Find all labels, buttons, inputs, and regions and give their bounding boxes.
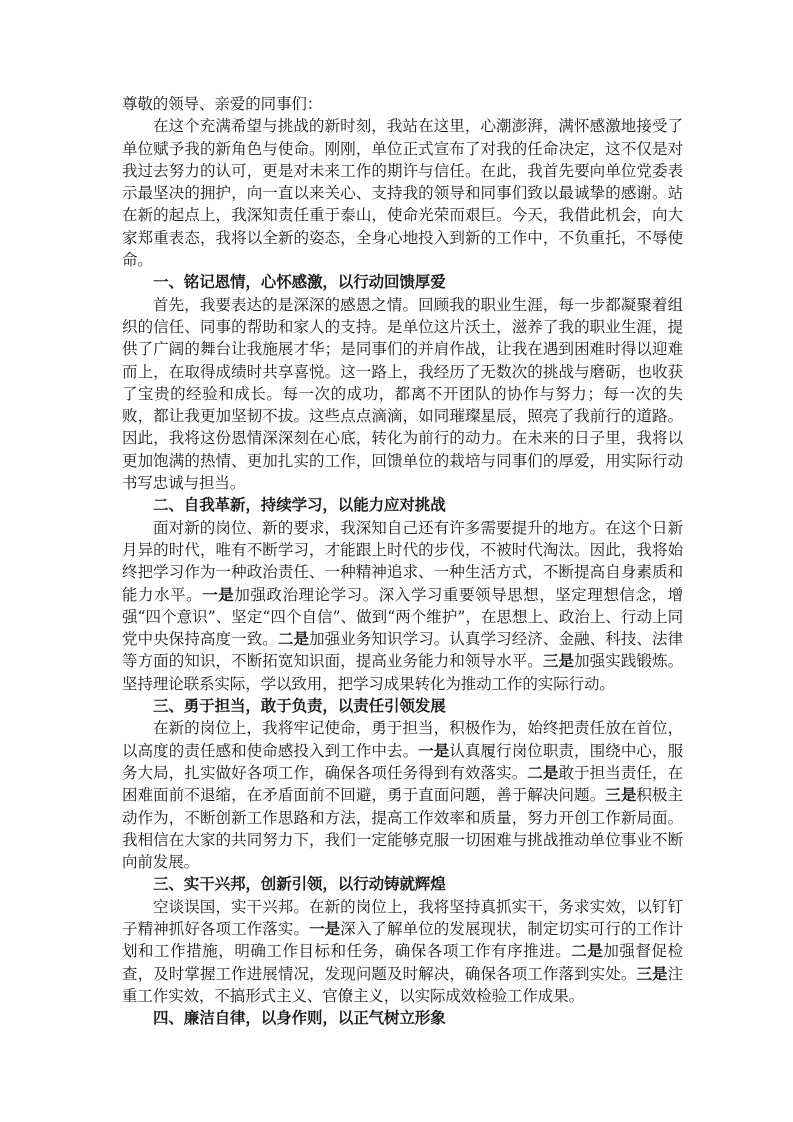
section-1-paragraph: 首先，我要表达的是深深的感恩之情。回顾我的职业生涯，每一步都凝聚着组织的信任、同事的帮助和家人的支持。是单位这片沃土，滋养了我的职业生涯，提供了广阔的舞台让我施展才华；是同事们的并肩作战，让我在遇到困难时得以迎难而上，在取得成绩时共享喜悦。这一路上，我经历了无数次的挑战与磨砺，也收获了宝贵的经验和成长。每一次的成功，都离不开团队的协作与努力；每一次的失败，都让我更加坚韧不拔。这些点点滴滴，如同璀璨星辰，照亮了我前行的道路。因此，我将这份恩情深深刻在心底，转化为前行的动力。在未来的日子里，我将以更加饱满的热情、更加扎实的工作，回馈单位的栽培与同事们的厚爱，用实际行动书写忠诚与担当。 [122,295,683,493]
section-2-point-2-lead: 二是 [277,629,310,649]
section-3-point-2-lead: 二是 [527,762,559,782]
section-2-point-3-lead: 三是 [542,651,575,671]
section-3-point-2-text: 敢于担当责任，在困难面前不退缩，在矛盾面前不回避，勇于直面问题，善于解决问题。 [122,763,684,805]
section-4-heading: 三、实干兴邦，创新引领，以行动铸就辉煌 [153,874,446,894]
section-3-paragraph [122,717,683,873]
section-3-intro-text: 在新的岗位上，我将牢记使命，勇于担当，积极作为，始终把责任放在首位，以高度的责任感和使命感投入到工作中去。 [122,719,683,760]
section-4-paragraph [122,896,683,1007]
section-2-intro-text: 面对新的岗位、新的要求，我深知自己还有许多需要提升的地方。在这个日新月异的时代，唯有不断学习，才能跟上时代的步伐，不被时代淘汰。因此，我将始终把学习作为一种政治责任、一种精神追求、一种生活方式，不断提高自身素质和能力水平。 [122,518,683,604]
section-3-heading: 三、勇于担当，敢于负责，以责任引领发展 [153,696,446,716]
section-2-point-3-text: 加强实践锻炼。坚持理论联系实际，学以致用，把学习成果转化为推动工作的实际行动。 [122,652,683,693]
section-2-heading: 二、自我革新，持续学习，以能力应对挑战 [153,495,446,515]
section-4-point-3-lead: 三是 [636,963,668,983]
section-1-heading: 一、铭记恩情，心怀感激，以行动回馈厚爱 [153,272,446,292]
section-3-point-3-lead: 三是 [605,785,637,805]
section-4-point-1-lead: 一是 [309,918,341,938]
section-4-point-2-lead: 二是 [571,941,604,961]
section-4-point-1-text: 深入了解单位的发展现状，制定切实可行的工作计划和工作措施，明确工作目标和任务，确保各项工作有序推进。 [122,919,683,961]
section-3-point-1-lead: 一是 [418,740,450,760]
section-4-point-2-text: 加强督促检查，及时掌握工作进展情况，发现问题及时解决，确保各项工作落到实处。 [122,942,683,983]
section-4-point-3-text: 注重工作实效，不搞形式主义、官僚主义，以实际成效检验工作成果。 [122,964,683,1005]
section-3-point-1-text: 认真履行岗位职责，围绕中心，服务大局，扎实做好各项工作，确保各项任务得到有效落实。 [122,741,683,782]
intro-paragraph: 在这个充满希望与挑战的新时刻，我站在这里，心潮澎湃，满怀感激地接受了单位赋予我的新角色与使命。刚刚，单位正式宣布了对我的任命决定，这不仅是对我过去努力的认可，更是对未来工作的期许与信任。在此，我首先要向单位党委表示最坚决的拥护，向一直以来关心、支持我的领导和同事们致以最诚挚的感谢。站在新的起点上，我深知责任重于泰山，使命光荣而艰巨。今天，我借此机会，向大家郑重表态，我将以全新的姿态，全身心地投入到新的工作中，不负重托，不辱使命。 [122,117,683,270]
section-5-heading: 四、廉洁自律，以身作则，以正气树立形象 [153,1008,446,1028]
section-2-point-1-lead: 一是 [202,584,235,604]
section-4-intro-text: 空谈误国，实干兴邦。在新的岗位上，我将坚持真抓实干，务求实效，以钉钉子精神抓好各项工作落实。 [122,897,683,938]
section-3-point-3-text: 积极主动作为，不断创新工作思路和方法，提高工作效率和质量，努力开创工作新局面。我相信在大家的共同努力下，我们一定能够克服一切困难与挑战推动单位事业不断向前发展。 [122,786,683,872]
section-2-paragraph [122,517,683,695]
salutation: 尊敬的领导、亲爱的同事们： [122,95,323,113]
section-2-point-2-text: 加强业务知识学习。认真学习经济、金融、科技、法律等方面的知识，不断拓宽知识面，提高业务能力和领导水平。 [122,630,683,671]
section-2-point-1-text: 加强政治理论学习。深入学习重要领导思想，坚定理想信念，增强“四个意识”、坚定“四个自信”、做到“两个维护”，在思想上、政治上、行动上同党中央保持高度一致。 [122,585,683,649]
